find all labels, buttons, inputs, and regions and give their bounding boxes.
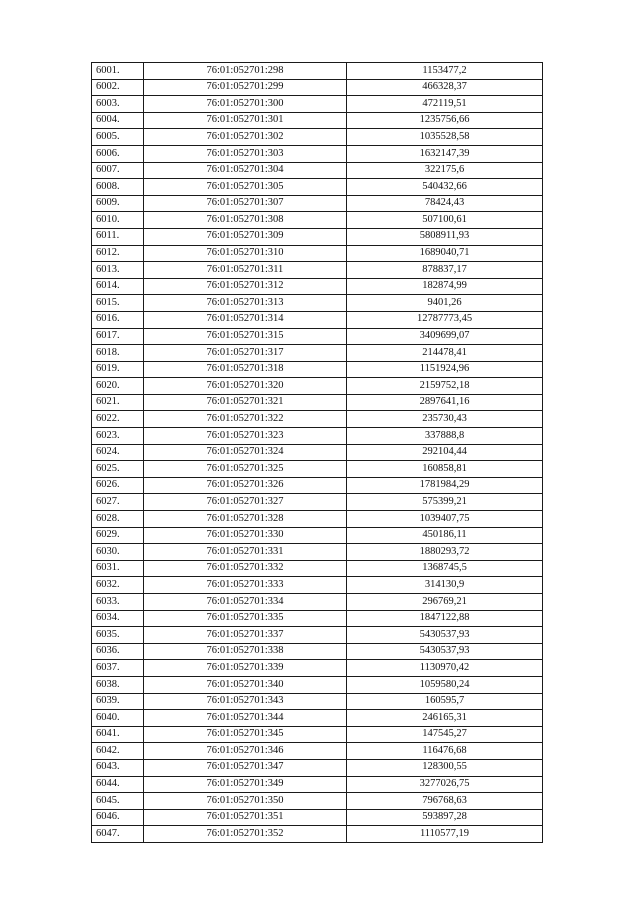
table-row	[92, 494, 543, 511]
cadastral-number-cell: 76:01:052701:317	[144, 345, 347, 362]
cadastral-value-cell: 1035528,58	[347, 129, 543, 146]
row-number-cell: 6042.	[92, 743, 144, 760]
cadastral-number-cell: 76:01:052701:339	[144, 660, 347, 677]
cadastral-value-cell: 1130970,42	[347, 660, 543, 677]
row-number-cell: 6038.	[92, 676, 144, 693]
row-number-cell: 6008.	[92, 179, 144, 196]
cadastral-number-cell: 76:01:052701:332	[144, 560, 347, 577]
row-number-cell: 6018.	[92, 345, 144, 362]
table-row	[92, 328, 543, 345]
cadastral-number-cell: 76:01:052701:328	[144, 511, 347, 528]
cadastral-value-cell: 296769,21	[347, 594, 543, 611]
row-number-cell: 6031.	[92, 560, 144, 577]
cadastral-value-cell: 466328,37	[347, 79, 543, 96]
table-row	[92, 378, 543, 395]
table-row	[92, 228, 543, 245]
table-row	[92, 759, 543, 776]
row-number-cell: 6002.	[92, 79, 144, 96]
row-number-cell: 6015.	[92, 295, 144, 312]
cadastral-number-cell: 76:01:052701:338	[144, 643, 347, 660]
cadastral-number-cell: 76:01:052701:323	[144, 428, 347, 445]
table-row	[92, 195, 543, 212]
table-row	[92, 278, 543, 295]
row-number-cell: 6036.	[92, 643, 144, 660]
cadastral-number-cell: 76:01:052701:314	[144, 311, 347, 328]
cadastral-number-cell: 76:01:052701:313	[144, 295, 347, 312]
row-number-cell: 6010.	[92, 212, 144, 229]
cadastral-value-cell: 214478,41	[347, 345, 543, 362]
cadastral-number-cell: 76:01:052701:351	[144, 809, 347, 826]
table-row	[92, 295, 543, 312]
cadastral-number-cell: 76:01:052701:322	[144, 411, 347, 428]
cadastral-number-cell: 76:01:052701:320	[144, 378, 347, 395]
cadastral-number-cell: 76:01:052701:318	[144, 361, 347, 378]
cadastral-number-cell: 76:01:052701:315	[144, 328, 347, 345]
table-row	[92, 743, 543, 760]
cadastral-number-cell: 76:01:052701:327	[144, 494, 347, 511]
row-number-cell: 6027.	[92, 494, 144, 511]
cadastral-value-cell: 128300,55	[347, 759, 543, 776]
cadastral-number-cell: 76:01:052701:308	[144, 212, 347, 229]
table-row	[92, 345, 543, 362]
cadastral-value-cell: 2897641,16	[347, 394, 543, 411]
cadastral-value-cell: 160595,7	[347, 693, 543, 710]
table-row	[92, 511, 543, 528]
cadastral-value-cell: 5430537,93	[347, 627, 543, 644]
cadastral-value-cell: 796768,63	[347, 793, 543, 810]
table-row	[92, 63, 543, 80]
cadastral-value-cell: 1847122,88	[347, 610, 543, 627]
cadastral-value-cell: 322175,6	[347, 162, 543, 179]
row-number-cell: 6033.	[92, 594, 144, 611]
table-row	[92, 693, 543, 710]
table-row	[92, 129, 543, 146]
cadastral-value-cell: 1880293,72	[347, 544, 543, 561]
cadastral-number-cell: 76:01:052701:299	[144, 79, 347, 96]
cadastral-value-cell: 2159752,18	[347, 378, 543, 395]
row-number-cell: 6025.	[92, 461, 144, 478]
cadastral-number-cell: 76:01:052701:309	[144, 228, 347, 245]
row-number-cell: 6006.	[92, 145, 144, 162]
cadastral-value-cell: 5808911,93	[347, 228, 543, 245]
cadastral-number-cell: 76:01:052701:347	[144, 759, 347, 776]
cadastral-number-cell: 76:01:052701:298	[144, 63, 347, 80]
table-row	[92, 527, 543, 544]
row-number-cell: 6003.	[92, 96, 144, 113]
cadastral-value-cell: 116476,68	[347, 743, 543, 760]
cadastral-number-cell: 76:01:052701:305	[144, 179, 347, 196]
cadastral-number-cell: 76:01:052701:326	[144, 477, 347, 494]
cadastral-value-cell: 337888,8	[347, 428, 543, 445]
cadastral-value-cell: 12787773,45	[347, 311, 543, 328]
cadastral-number-cell: 76:01:052701:343	[144, 693, 347, 710]
row-number-cell: 6022.	[92, 411, 144, 428]
table-row	[92, 145, 543, 162]
cadastral-number-cell: 76:01:052701:303	[144, 145, 347, 162]
cadastral-value-cell: 3409699,07	[347, 328, 543, 345]
row-number-cell: 6004.	[92, 112, 144, 129]
table-row	[92, 594, 543, 611]
cadastral-number-cell: 76:01:052701:350	[144, 793, 347, 810]
table-row	[92, 809, 543, 826]
row-number-cell: 6046.	[92, 809, 144, 826]
cadastral-number-cell: 76:01:052701:345	[144, 726, 347, 743]
row-number-cell: 6026.	[92, 477, 144, 494]
cadastral-value-cell: 1689040,71	[347, 245, 543, 262]
cadastral-number-cell: 76:01:052701:337	[144, 627, 347, 644]
cadastral-value-cell: 235730,43	[347, 411, 543, 428]
row-number-cell: 6023.	[92, 428, 144, 445]
row-number-cell: 6034.	[92, 610, 144, 627]
table-body	[92, 63, 543, 843]
cadastral-value-cell: 1235756,66	[347, 112, 543, 129]
table-row	[92, 361, 543, 378]
table-row	[92, 96, 543, 113]
cadastral-number-cell: 76:01:052701:349	[144, 776, 347, 793]
table-row	[92, 245, 543, 262]
cadastral-number-cell: 76:01:052701:352	[144, 826, 347, 843]
cadastral-number-cell: 76:01:052701:335	[144, 610, 347, 627]
cadastral-value-cell: 78424,43	[347, 195, 543, 212]
cadastral-number-cell: 76:01:052701:312	[144, 278, 347, 295]
cadastral-number-cell: 76:01:052701:300	[144, 96, 347, 113]
cadastral-number-cell: 76:01:052701:333	[144, 577, 347, 594]
table-row	[92, 428, 543, 445]
cadastral-number-cell: 76:01:052701:325	[144, 461, 347, 478]
cadastral-number-cell: 76:01:052701:311	[144, 262, 347, 279]
row-number-cell: 6021.	[92, 394, 144, 411]
row-number-cell: 6035.	[92, 627, 144, 644]
table-row	[92, 610, 543, 627]
cadastral-value-cell: 507100,61	[347, 212, 543, 229]
cadastral-value-cell: 292104,44	[347, 444, 543, 461]
cadastral-value-cell: 1039407,75	[347, 511, 543, 528]
table-row	[92, 560, 543, 577]
row-number-cell: 6029.	[92, 527, 144, 544]
table-row	[92, 112, 543, 129]
table-row	[92, 660, 543, 677]
table-row	[92, 262, 543, 279]
cadastral-number-cell: 76:01:052701:301	[144, 112, 347, 129]
cadastral-value-cell: 1059580,24	[347, 676, 543, 693]
table-row	[92, 627, 543, 644]
cadastral-value-cell: 182874,99	[347, 278, 543, 295]
table-row	[92, 311, 543, 328]
row-number-cell: 6007.	[92, 162, 144, 179]
table-row	[92, 411, 543, 428]
cadastral-value-cell: 1632147,39	[347, 145, 543, 162]
table-row	[92, 179, 543, 196]
cadastral-number-cell: 76:01:052701:321	[144, 394, 347, 411]
cadastral-value-cell: 5430537,93	[347, 643, 543, 660]
cadastral-value-cell: 147545,27	[347, 726, 543, 743]
row-number-cell: 6012.	[92, 245, 144, 262]
table-row	[92, 826, 543, 843]
row-number-cell: 6044.	[92, 776, 144, 793]
cadastral-number-cell: 76:01:052701:344	[144, 710, 347, 727]
row-number-cell: 6016.	[92, 311, 144, 328]
row-number-cell: 6032.	[92, 577, 144, 594]
cadastral-number-cell: 76:01:052701:310	[144, 245, 347, 262]
row-number-cell: 6024.	[92, 444, 144, 461]
cadastral-number-cell: 76:01:052701:302	[144, 129, 347, 146]
row-number-cell: 6040.	[92, 710, 144, 727]
table-row	[92, 776, 543, 793]
row-number-cell: 6041.	[92, 726, 144, 743]
row-number-cell: 6009.	[92, 195, 144, 212]
table-row	[92, 710, 543, 727]
row-number-cell: 6028.	[92, 511, 144, 528]
cadastral-value-cell: 472119,51	[347, 96, 543, 113]
cadastral-value-cell: 1153477,2	[347, 63, 543, 80]
cadastral-value-cell: 540432,66	[347, 179, 543, 196]
table-row	[92, 577, 543, 594]
row-number-cell: 6045.	[92, 793, 144, 810]
cadastral-number-cell: 76:01:052701:340	[144, 676, 347, 693]
table-row	[92, 394, 543, 411]
table-row	[92, 444, 543, 461]
cadastral-value-cell: 1368745,5	[347, 560, 543, 577]
row-number-cell: 6019.	[92, 361, 144, 378]
table-row	[92, 477, 543, 494]
cadastral-value-cell: 593897,28	[347, 809, 543, 826]
cadastral-number-cell: 76:01:052701:334	[144, 594, 347, 611]
cadastral-value-cell: 1110577,19	[347, 826, 543, 843]
cadastral-number-cell: 76:01:052701:346	[144, 743, 347, 760]
cadastral-value-cell: 878837,17	[347, 262, 543, 279]
cadastral-value-cell: 1781984,29	[347, 477, 543, 494]
row-number-cell: 6013.	[92, 262, 144, 279]
table-row	[92, 544, 543, 561]
cadastral-value-cell: 160858,81	[347, 461, 543, 478]
row-number-cell: 6017.	[92, 328, 144, 345]
row-number-cell: 6039.	[92, 693, 144, 710]
row-number-cell: 6030.	[92, 544, 144, 561]
cadastral-value-cell: 1151924,96	[347, 361, 543, 378]
row-number-cell: 6001.	[92, 63, 144, 80]
cadastral-number-cell: 76:01:052701:307	[144, 195, 347, 212]
table-row	[92, 212, 543, 229]
cadastral-value-table	[91, 62, 543, 843]
cadastral-value-cell: 450186,11	[347, 527, 543, 544]
cadastral-value-cell: 314130,9	[347, 577, 543, 594]
row-number-cell: 6020.	[92, 378, 144, 395]
row-number-cell: 6037.	[92, 660, 144, 677]
cadastral-number-cell: 76:01:052701:324	[144, 444, 347, 461]
table-row	[92, 461, 543, 478]
row-number-cell: 6005.	[92, 129, 144, 146]
table-row	[92, 79, 543, 96]
row-number-cell: 6011.	[92, 228, 144, 245]
cadastral-value-cell: 246165,31	[347, 710, 543, 727]
table-row	[92, 643, 543, 660]
table-row	[92, 676, 543, 693]
cadastral-value-cell: 3277026,75	[347, 776, 543, 793]
row-number-cell: 6043.	[92, 759, 144, 776]
table-row	[92, 793, 543, 810]
row-number-cell: 6014.	[92, 278, 144, 295]
table-row	[92, 162, 543, 179]
cadastral-value-cell: 9401,26	[347, 295, 543, 312]
cadastral-number-cell: 76:01:052701:304	[144, 162, 347, 179]
table-row	[92, 726, 543, 743]
cadastral-value-cell: 575399,21	[347, 494, 543, 511]
cadastral-number-cell: 76:01:052701:331	[144, 544, 347, 561]
cadastral-number-cell: 76:01:052701:330	[144, 527, 347, 544]
row-number-cell: 6047.	[92, 826, 144, 843]
